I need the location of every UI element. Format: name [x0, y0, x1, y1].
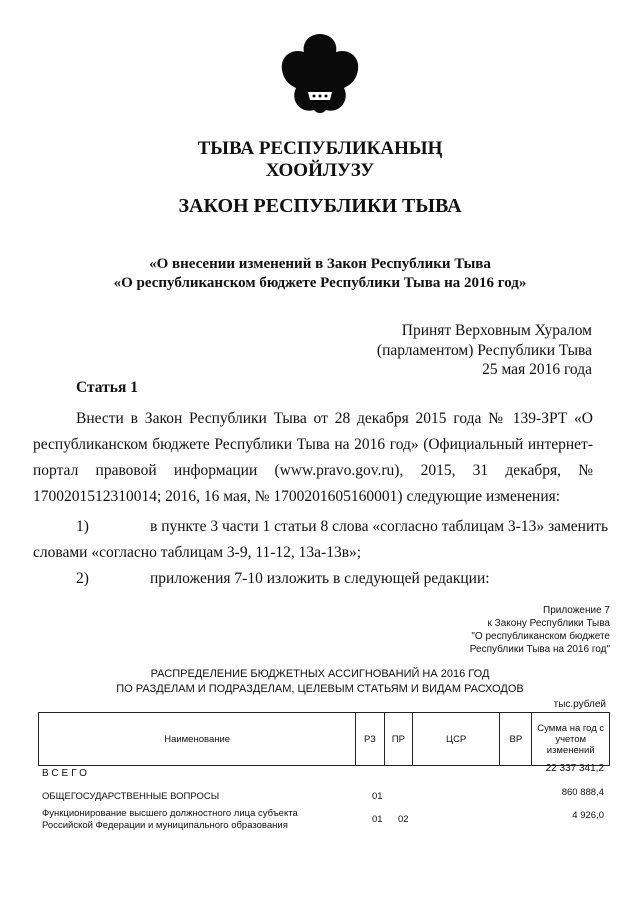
unit-label: тыс.рублей — [553, 699, 606, 710]
appendix-line: Приложение 7 — [543, 605, 610, 616]
col-header-vr: ВР — [500, 713, 532, 766]
appendix-line: Республики Тыва на 2016 год" — [469, 644, 610, 655]
row-rz: 01 — [372, 814, 383, 825]
appendix-note — [470, 604, 610, 656]
col-header-pr: ПР — [384, 713, 412, 766]
budget-table-header — [38, 712, 610, 766]
col-header-name: Наименование — [39, 713, 356, 766]
adoption-line2: (парламентом) Республики Тыва — [376, 341, 592, 359]
row-name: ВСЕГО — [42, 768, 90, 779]
row-sum: 22 337 341,2 — [545, 763, 604, 774]
distribution-title-line2: ПО РАЗДЕЛАМ И ПОДРАЗДЕЛАМ, ЦЕЛЕВЫМ СТАТЬЯМ И ВИДАМ РАСХОДОВ — [116, 683, 524, 695]
tyva-emblem-icon — [274, 30, 366, 118]
list-item-2 — [33, 566, 593, 592]
row-sum: 860 888,4 — [561, 787, 604, 798]
tyva-title-line2: ХООЙЛУЗУ — [265, 160, 375, 181]
list-item-number: 2) — [76, 570, 89, 587]
table-row — [38, 787, 610, 805]
appendix-line: к Закону Республики Тыва — [487, 618, 610, 629]
row-name: Функционирование высшего должностного лица субъекта Российской Федерации и муниципального образования — [42, 808, 298, 831]
tyva-title-line1: ТЫВА РЕСПУБЛИКАНЫҢ — [197, 138, 443, 159]
row-sum: 4 926,0 — [572, 810, 604, 821]
law-title: ЗАКОН РЕСПУБЛИКИ ТЫВА — [178, 195, 462, 217]
adoption-line1: Принят Верховным Хуралом — [401, 322, 592, 339]
table-row — [38, 763, 610, 780]
list-item-1 — [33, 514, 609, 566]
table-row — [38, 808, 610, 834]
adoption-date: 25 мая 2016 года — [482, 361, 592, 378]
distribution-title-line1: РАСПРЕДЕЛЕНИЕ БЮДЖЕТНЫХ АССИГНОВАНИЙ НА 2016 ГОД — [150, 668, 490, 680]
list-item-text-cont: словами «согласно таблицам 3-9, 11-12, 13а-13в»; — [33, 544, 362, 561]
col-header-csr: ЦСР — [413, 713, 500, 766]
article-paragraph — [33, 406, 593, 510]
row-pr: 02 — [398, 814, 409, 825]
paragraph-line: портал правовой информации (www.pravo.gov.ru), 2015, 31 декабря, № — [33, 462, 593, 479]
paragraph-line: республиканском бюджете Республики Тыва на 2016 год» (Официальный интернет- — [33, 436, 593, 453]
paragraph-line: 1700201512310014; 2016, 16 мая, № 1700201605160001) следующие изменения: — [33, 488, 561, 505]
row-rz: 01 — [372, 791, 383, 802]
law-subtitle-line2: «О республиканском бюджете Республики Тыва на 2016 год» — [113, 275, 527, 291]
article-heading: Статья 1 — [76, 379, 138, 396]
col-header-sum: Сумма на год с учетом изменений — [532, 713, 610, 766]
row-name: ОБЩЕГОСУДАРСТВЕННЫЕ ВОПРОСЫ — [42, 791, 220, 802]
appendix-line: "О республиканском бюджете — [471, 631, 610, 642]
paragraph-line: Внести в Закон Республики Тыва от 28 декабря 2015 года № 139-ЗРТ «О — [76, 410, 593, 427]
list-item-text: в пункте 3 части 1 статьи 8 слова «согласно таблицам 3-13» заменить — [150, 518, 609, 535]
list-item-number: 1) — [76, 518, 89, 535]
col-header-rz: РЗ — [356, 713, 384, 766]
law-subtitle-line1: «О внесении изменений в Закон Республики Тыва — [149, 256, 491, 272]
adoption-block — [377, 321, 592, 380]
list-item-text: приложения 7-10 изложить в следующей редакции: — [150, 570, 490, 587]
